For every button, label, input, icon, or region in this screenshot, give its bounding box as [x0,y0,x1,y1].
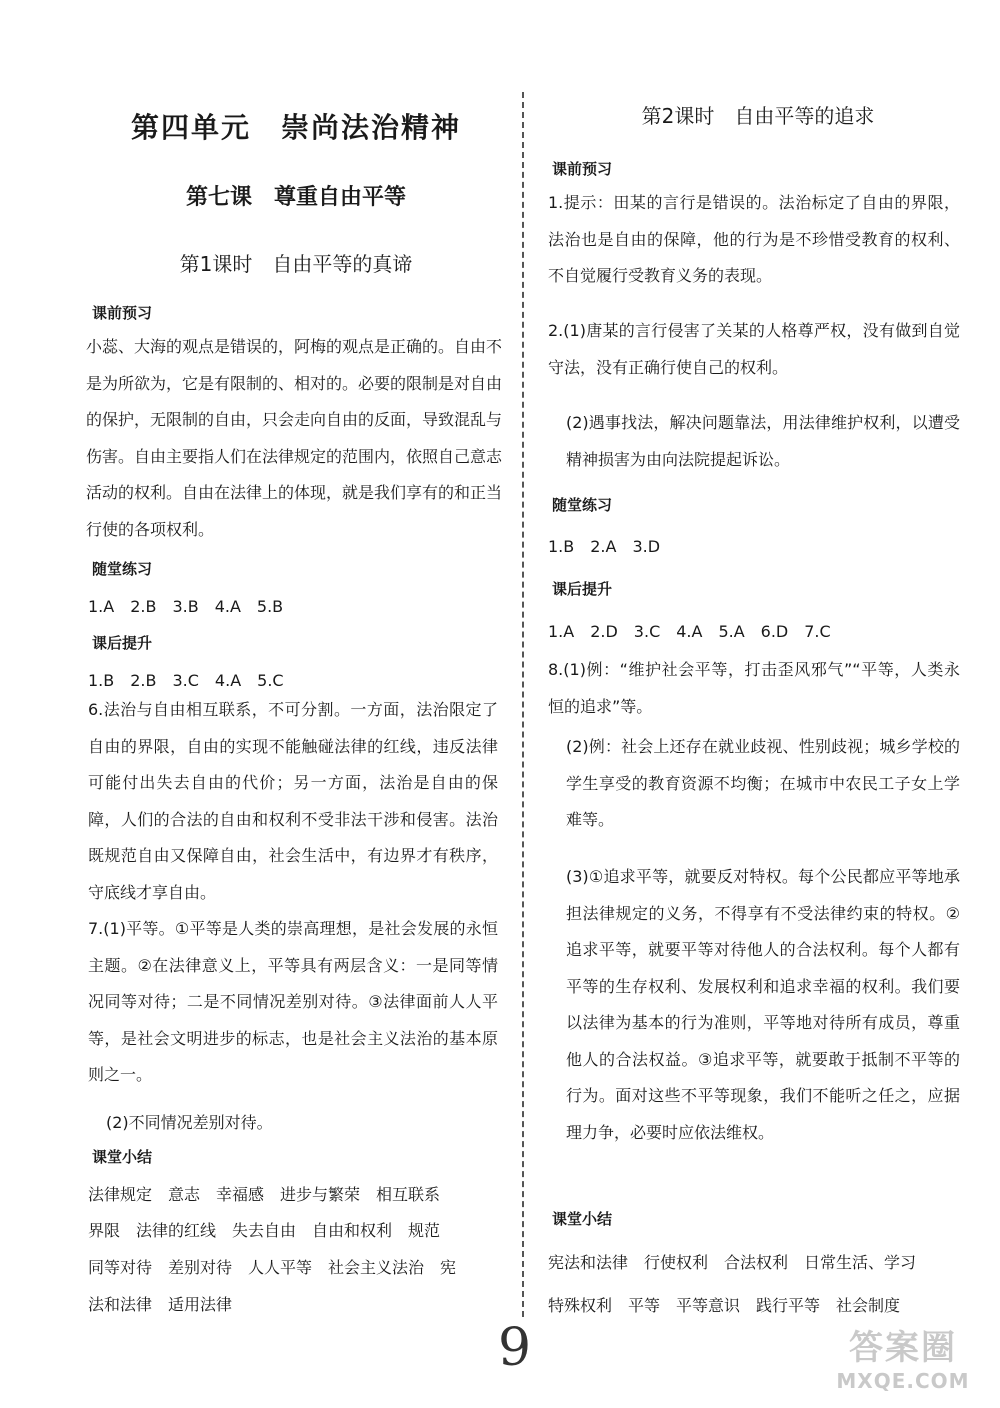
period-1-title: 第1课时 自由平等的真谛 [179,252,413,276]
watermark-bottom-text: MXQE.COM [836,1369,970,1393]
left-question-7-part-2: (2)不同情况差别对待。 [106,1113,273,1132]
right-question-8-part-3: (3)①追求平等，就要反对特权。每个公民都应平等地承担法律规定的义务，不得享有不受法律约束的特权。②追求平等，就要平等对待他人的合法权利。每个人都有平等的生存权利、发展权利和追求幸福的权利。我们要以法律为基本的行为准则，平等地对待所有成员，尊重他人的合法权益。③追求平等，就要敢于抵制不平等的行为。面对这些不平等现象，我们不能听之任之，应据理力争，必要时应依法维权。 [566,867,960,1142]
lesson-title: 第七课 尊重自由平等 [185,184,406,210]
left-question-7: 7.(1)平等。①平等是人类的崇高理想，是社会发展的永恒主题。②在法律意义上，平等具有两层含义：一是同等情况同等对待；二是不同情况差别对待。③法律面前人人平等，是社会文明进步的标志，也是社会主义法治的基本原则之一。 [88,919,498,1084]
left-practice-answers: 1.A 2.B 3.B 4.A 5.B [88,597,284,616]
right-question-1: 1.提示：田某的言行是错误的。法治标定了自由的界限，法治也是自由的保障，他的行为是不珍惜受教育的权利、不自觉履行受教育义务的表现。 [548,193,960,285]
left-summary-heading: 课堂小结 [92,1148,153,1166]
right-practice-heading: 随堂练习 [552,496,613,514]
right-practice-answers: 1.B 2.A 3.D [548,537,661,556]
left-summary-line: 法和法律 适用法律 [88,1295,233,1314]
period-2-title: 第2课时 自由平等的追求 [641,104,875,128]
left-after-answers: 1.B 2.B 3.C 4.A 5.C [88,671,284,690]
unit-title: 第四单元 崇尚法治精神 [130,111,461,144]
right-question-2-part-1: 2.(1)唐某的言行侵害了关某的人格尊严权，没有做到自觉守法，没有正确行使自己的权利。 [548,321,960,377]
right-after-heading: 课后提升 [552,580,613,598]
page-number: 9 [498,1318,532,1378]
right-preview-heading: 课前预习 [552,160,613,178]
right-question-2-part-2: (2)遇事找法，解决问题靠法，用法律维护权利，以遭受精神损害为由向法院提起诉讼。 [566,413,960,469]
left-summary-line: 同等对待 差别对待 人人平等 社会主义法治 宪 [88,1258,457,1277]
left-practice-heading: 随堂练习 [92,560,153,578]
right-question-8-part-2: (2)例：社会上还存在就业歧视、性别歧视；城乡学校的学生享受的教育资源不均衡；在城市中农民工子女上学难等。 [566,737,960,829]
right-summary-line: 特殊权利 平等 平等意识 践行平等 社会制度 [548,1296,901,1315]
right-after-answers: 1.A 2.D 3.C 4.A 5.A 6.D 7.C [548,622,831,641]
watermark-top-text: 答案圈 [849,1328,957,1368]
left-preview-text: 小蕊、大海的观点是错误的，阿梅的观点是正确的。自由不是为所欲为，它是有限制的、相对的。必要的限制是对自由的保护，无限制的自由，只会走向自由的反面，导致混乱与伤害。自由主要指人们在法律规定的范围内，依照自己意志活动的权利。自由在法律上的体现，就是我们享有的和正当行使的各项权利。 [86,337,503,539]
left-summary-line: 界限 法律的红线 失去自由 自由和权利 规范 [88,1221,441,1240]
watermark-logo [818,1320,988,1400]
column-divider [522,92,524,1317]
left-preview-heading: 课前预习 [92,304,153,322]
right-summary-heading: 课堂小结 [552,1210,613,1228]
left-question-6: 6.法治与自由相互联系，不可分割。一方面，法治限定了自由的界限，自由的实现不能触碰法律的红线，违反法律可能付出失去自由的代价；另一方面，法治是自由的保障，人们的合法的自由和权利不受非法干涉和侵害。法治既规范自由又保障自由，社会生活中，有边界才有秩序，守底线才享自由。 [88,700,498,902]
right-summary-line: 宪法和法律 行使权利 合法权利 日常生活、学习 [548,1253,917,1272]
left-summary-line: 法律规定 意志 幸福感 进步与繁荣 相互联系 [88,1185,441,1204]
right-question-8-part-1: 8.(1)例：“维护社会平等，打击歪风邪气”“平等，人类永恒的追求”等。 [548,660,960,716]
left-after-heading: 课后提升 [92,634,153,652]
